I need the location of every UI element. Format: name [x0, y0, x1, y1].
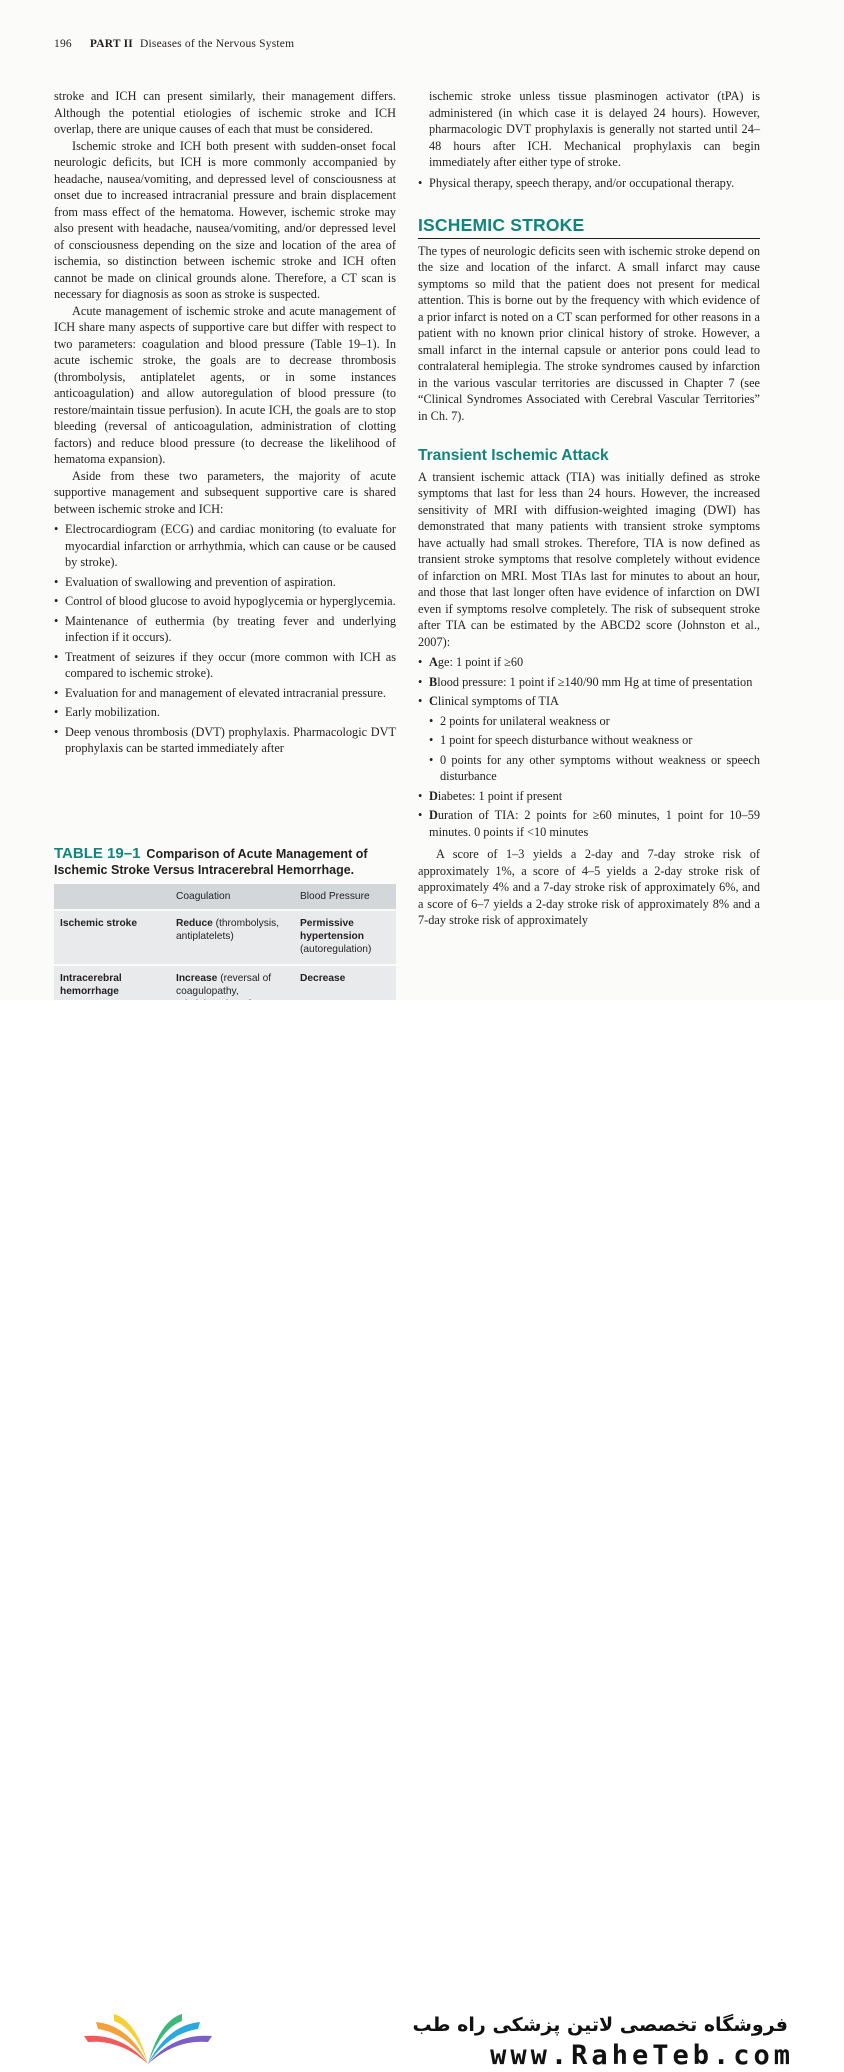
book-logo-icon: [78, 2012, 218, 2072]
paragraph: stroke and ICH can present similarly, their management differs. Although the potential etiologies of ischemic stroke and ICH overlap, there are unique causes of each that must be considered.: [54, 89, 396, 136]
cell-text: (reversal of coagulopathy,: [176, 973, 272, 997]
list-item: • Maintenance of euthermia (by treating fever and underlying infection if it occurs).: [54, 613, 396, 646]
table-number: TABLE 19–1: [54, 845, 141, 862]
table-caption: [54, 846, 396, 878]
therapy-list: [418, 175, 760, 192]
abcd2-text: ge: 1 point if ≥60: [437, 655, 524, 669]
paragraph: Aside from these two parameters, the majority of acute supportive management and subsequent supportive care is shared between ischemic stroke and ICH:: [54, 468, 396, 516]
clinical-symptoms-sublist: [429, 713, 760, 785]
abcd2-letter: D: [429, 808, 438, 822]
store-url: www.RaheTeb.com: [490, 2040, 794, 2071]
paragraph: A score of 1–3 yields a 2-day and 7-day stroke risk of approximately 1%, a score of 4–5 yields a 2-day stroke risk of approximately 4% and a 7-day stroke risk of approximately 6%, and a score of 6–7 yields a 2-day stroke risk of approximately 8% and a 7-day stroke risk of approximately: [418, 847, 760, 927]
abcd2-text: linical symptoms of TIA: [437, 694, 559, 708]
cell-emphasis: Permissive hypertension: [300, 918, 364, 942]
list-item: • 1 point for speech disturbance without weakness or: [429, 732, 760, 749]
supportive-care-list: [54, 521, 396, 757]
list-item: • Control of blood glucose to avoid hypoglycemia or hyperglycemia.: [54, 593, 396, 610]
left-column: [54, 88, 396, 760]
cell-emphasis: Increase: [176, 973, 218, 984]
store-name: فروشگاه تخصصی لاتین پزشکی راه طب: [412, 2014, 788, 2036]
part-title: Diseases of the Nervous System: [140, 38, 295, 50]
table-header: Blood Pressure: [294, 884, 396, 910]
table-cell: [170, 910, 294, 965]
table-header: Coagulation: [170, 884, 294, 910]
cell-text: (autoregulation): [300, 944, 372, 955]
right-column: [418, 88, 760, 929]
page-number: 196: [54, 38, 72, 50]
abcd2-text: uration of TIA: 2 points for ≥60 minutes, 1 point for 10–59 minutes. 0 points if <10 minutes: [429, 808, 760, 839]
paragraph: Ischemic stroke and ICH both present with sudden-onset focal neurologic deficits, but ICH is more commonly accompanied by headache, nausea/vomiting, and depressed level of consciousness at onset due to increased intracranial pressure and brain displacement from mass effect of the hematoma. However, ischemic stroke may also present with headache, nausea/vomiting, and/or depressed level of consciousness depending on the size and location of the area of ischemia, so distinction between ischemic stroke and ICH often cannot be made on clinical grounds alone. Therefore, a CT scan is necessary for diagnosis as soon as stroke is suspected.: [54, 138, 396, 301]
list-item: [418, 807, 760, 840]
comparison-table: [54, 884, 396, 1019]
abcd2-list: [418, 654, 760, 840]
table-header: [54, 884, 170, 910]
section-heading: ISCHEMIC STROKE: [418, 217, 760, 239]
table-row-label: Ischemic stroke: [54, 910, 170, 965]
table-19-1: [54, 846, 396, 1019]
cell-emphasis: Reduce: [176, 918, 213, 929]
list-item: • Evaluation of swallowing and prevention of aspiration.: [54, 574, 396, 591]
abcd2-letter: D: [429, 788, 438, 803]
list-item: • Evaluation for and management of elevated intracranial pressure.: [54, 685, 396, 702]
abcd2-letter: A: [429, 655, 438, 669]
table-title: Comparison of Acute Management of Ischemic Stroke Versus Intracerebral Hemorrhage.: [54, 847, 368, 877]
list-item: • 2 points for unilateral weakness or: [429, 713, 760, 730]
book-page: [0, 0, 844, 1000]
list-item: • Deep venous thrombosis (DVT) prophylaxis. Pharmacologic DVT prophylaxis can be started immediately after: [54, 724, 396, 757]
list-item: • Treatment of seizures if they occur (more common with ICH as compared to ischemic stroke).: [54, 649, 396, 682]
table-cell: [294, 910, 396, 965]
list-item: • Early mobilization.: [54, 704, 396, 721]
watermark-footer: [0, 1000, 844, 2071]
list-item: • 0 points for any other symptoms without weakness or speech disturbance: [429, 752, 760, 785]
running-head: [54, 38, 294, 50]
paragraph: Acute management of ischemic stroke and acute management of ICH share many aspects of supportive care but differ with respect to two parameters: coagulation and blood pressure (Table 19–1). In acute ischemic stroke, the goals are to decrease thrombosis (thrombolysis, antiplatelet agents, or in some instances anticoagulation) and allow autoregulation of blood pressure (to restore/maintain tissue perfusion). In acute ICH, the goals are to stop bleeding (reversal of anticoagulation, administration of clotting factors) and reduce blood pressure (to decrease the likelihood of hematoma expansion).: [54, 303, 396, 466]
list-item: • Electrocardiogram (ECG) and cardiac monitoring (to evaluate for myocardial infarction or arrhythmia, which can cause or be caused by stroke).: [54, 521, 396, 571]
list-item: [418, 788, 760, 805]
list-item: [418, 693, 760, 785]
abcd2-letter: C: [429, 694, 438, 708]
paragraph: ischemic stroke unless tissue plasminogen activator (tPA) is administered (in which case it is delayed 24 hours). However, pharmacologic DVT prophylaxis is generally not started until 24–48 hours after ICH. Mechanical prophylaxis can begin immediately after either type of stroke.: [429, 89, 760, 169]
list-item: • Physical therapy, speech therapy, and/or occupational therapy.: [418, 175, 760, 192]
table-row-label: Intracerebral hemorrhage: [54, 965, 170, 1019]
cell-text: (thrombolysis, antiplatelets): [176, 918, 280, 942]
abcd2-text: lood pressure: 1 point if ≥140/90 mm Hg at time of presentation: [437, 674, 753, 689]
list-item: [418, 674, 760, 691]
abcd2-text: iabetes: 1 point if present: [437, 788, 563, 803]
table-header-row: [54, 884, 396, 910]
abcd2-letter: B: [429, 674, 438, 689]
part-label: PART II: [89, 38, 133, 50]
paragraph: A transient ischemic attack (TIA) was initially defined as stroke symptoms that last for less than 24 hours. However, the increased sensitivity of MRI with diffusion-weighted imaging (DWI) has demonstrated that many patients with transient stroke symptoms have actually had small strokes. Therefore, TIA is now defined as transient stroke symptoms that resolve completely without evidence of infarction on MRI. Most TIAs last for minutes to about an hour, and those that last longer often have evidence of infarction on DWI even if symptoms resolve completely. The risk of subsequent stroke after TIA can be estimated by the ABCD2 score (Johnston et al., 2007):: [418, 469, 760, 649]
table-row: [54, 910, 396, 965]
subsection-heading: Transient Ischemic Attack: [418, 447, 609, 464]
paragraph: The types of neurologic deficits seen with ischemic stroke depend on the size and location of the infarct. A small infarct may cause symptoms so mild that the patient does not present for medical attention. This is borne out by the frequency with which evidence of a prior infarct is noted on a CT scan performed for other reasons in a patient with no known prior clinical history of stroke. However, a small infarct in the internal capsule or anterior pons could lead to contralateral hemiplegia. The stroke syndromes caused by infarction in the various vascular territories are discussed in Chapter 7 (see “Clinical Syndromes Associated with Cerebral Vascular Territories” in Ch. 7).: [418, 243, 760, 423]
cell-emphasis: Decrease: [300, 973, 346, 984]
list-item: [418, 654, 760, 671]
